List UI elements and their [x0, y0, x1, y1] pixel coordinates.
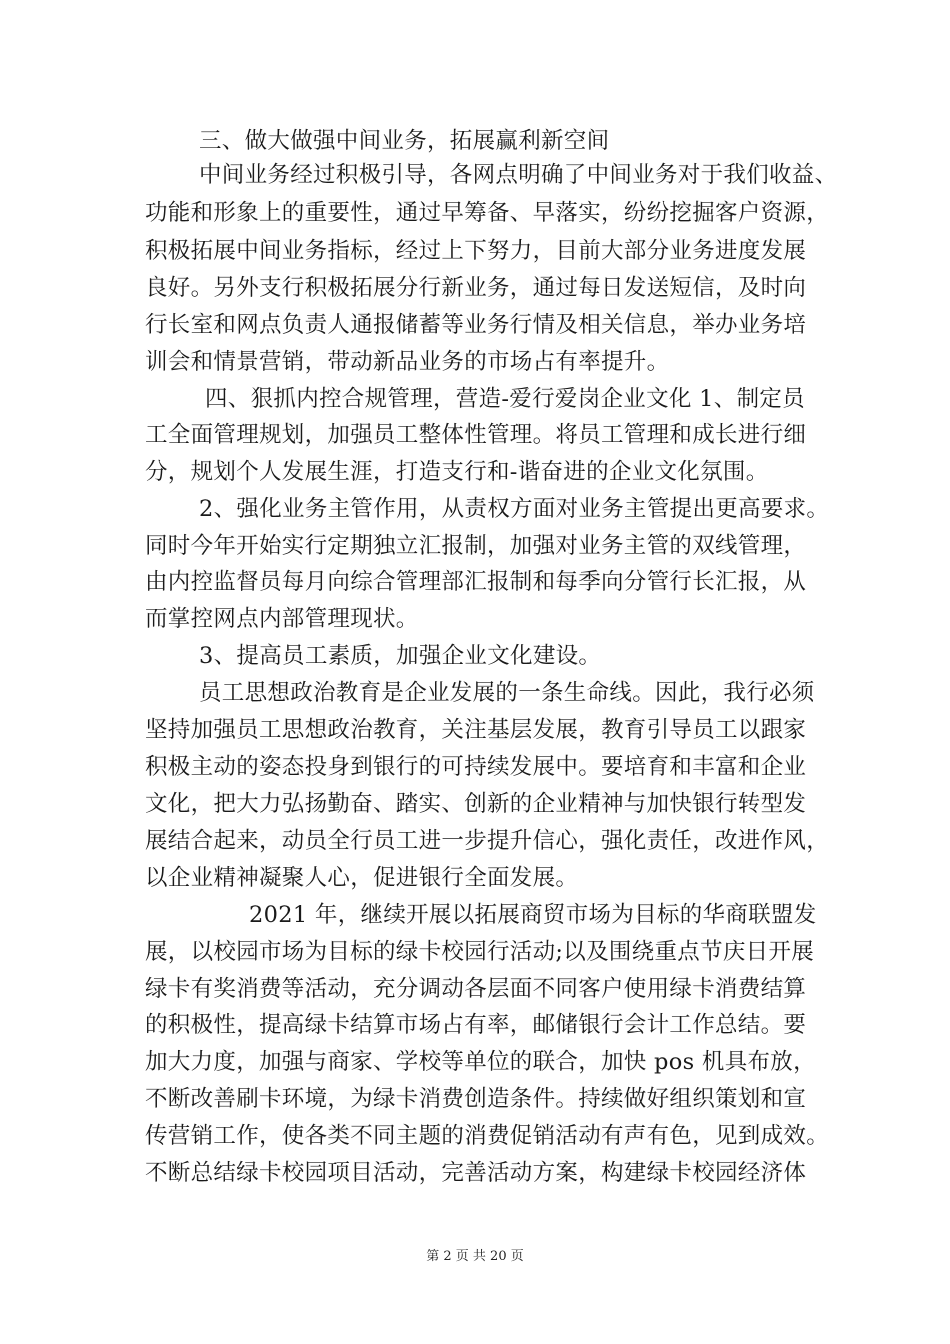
text-line: 积极拓展中间业务指标，经过上下努力，目前大部分业务进度发展: [145, 238, 807, 264]
text-line: 展结合起来，动员全行员工进一步提升信心，强化责任，改进作风，: [145, 828, 830, 854]
text-line: 3、提高员工素质，加强企业文化建设。: [199, 643, 602, 669]
text-line: 坚持加强员工思想政治教育，关注基层发展，教育引导员工以跟家: [145, 717, 807, 743]
text-line: 三、做大做强中间业务，拓展赢利新空间: [199, 128, 610, 154]
text-line: 中间业务经过积极引导，各网点明确了中间业务对于我们收益、: [199, 162, 838, 188]
text-line: 同时今年开始实行定期独立汇报制，加强对业务主管的双线管理，: [145, 533, 807, 559]
text-line: 积极主动的姿态投身到银行的可持续发展中。要培育和丰富和企业: [145, 754, 807, 780]
text-line: 训会和情景营销，带动新品业务的市场占有率提升。: [145, 349, 670, 375]
page-footer: [0, 1245, 950, 1264]
text-line: 行长室和网点负责人通报储蓄等业务行情及相关信息，举办业务培: [145, 312, 807, 338]
text-line: 工全面管理规划，加强员工整体性管理。将员工管理和成长进行细: [145, 422, 807, 448]
text-line: 功能和形象上的重要性，通过早筹备、早落实，纷纷挖掘客户资源，: [145, 200, 830, 226]
text-line: 的积极性，提高绿卡结算市场占有率，邮储银行会计工作总结。要: [145, 1012, 807, 1038]
text-line: 加大力度，加强与商家、学校等单位的联合，加快 pos 机具布放，: [145, 1049, 816, 1075]
page-number-label: 第 2 页 共 20 页: [426, 1249, 524, 1264]
text-line: 以企业精神凝聚人心，促进银行全面发展。: [145, 865, 579, 891]
text-line: 员工思想政治教育是企业发展的一条生命线。因此，我行必须: [199, 680, 815, 706]
text-line: 绿卡有奖消费等活动，充分调动各层面不同客户使用绿卡消费结算: [145, 976, 807, 1002]
text-line: 展，以校园市场为目标的绿卡校园行活动;以及围绕重点节庆日开展: [145, 939, 815, 965]
text-line: 由内控监督员每月向综合管理部汇报制和每季向分管行长汇报，从: [145, 569, 807, 595]
text-line: 而掌控网点内部管理现状。: [145, 606, 419, 632]
text-line: 分，规划个人发展生涯，打造支行和-谐奋进的企业文化氛围。: [145, 459, 769, 485]
text-line: 四、狠抓内控合规管理，营造-爱行爱岗企业文化 1、制定员: [205, 386, 805, 412]
text-line: 不断总结绿卡校园项目活动，完善活动方案，构建绿卡校园经济体: [145, 1160, 807, 1186]
text-line: 不断改善刷卡环境，为绿卡消费创造条件。持续做好组织策划和宣: [145, 1086, 807, 1112]
text-line: 文化，把大力弘扬勤奋、踏实、创新的企业精神与加快银行转型发: [145, 791, 807, 817]
text-line: 2021 年，继续开展以拓展商贸市场为目标的华商联盟发: [249, 902, 817, 928]
text-line: 传营销工作，使各类不同主题的消费促销活动有声有色，见到成效。: [145, 1123, 830, 1149]
text-line: 良好。另外支行积极拓展分行新业务，通过每日发送短信，及时向: [145, 275, 807, 301]
text-line: 2、强化业务主管作用，从责权方面对业务主管提出更高要求。: [199, 496, 830, 522]
